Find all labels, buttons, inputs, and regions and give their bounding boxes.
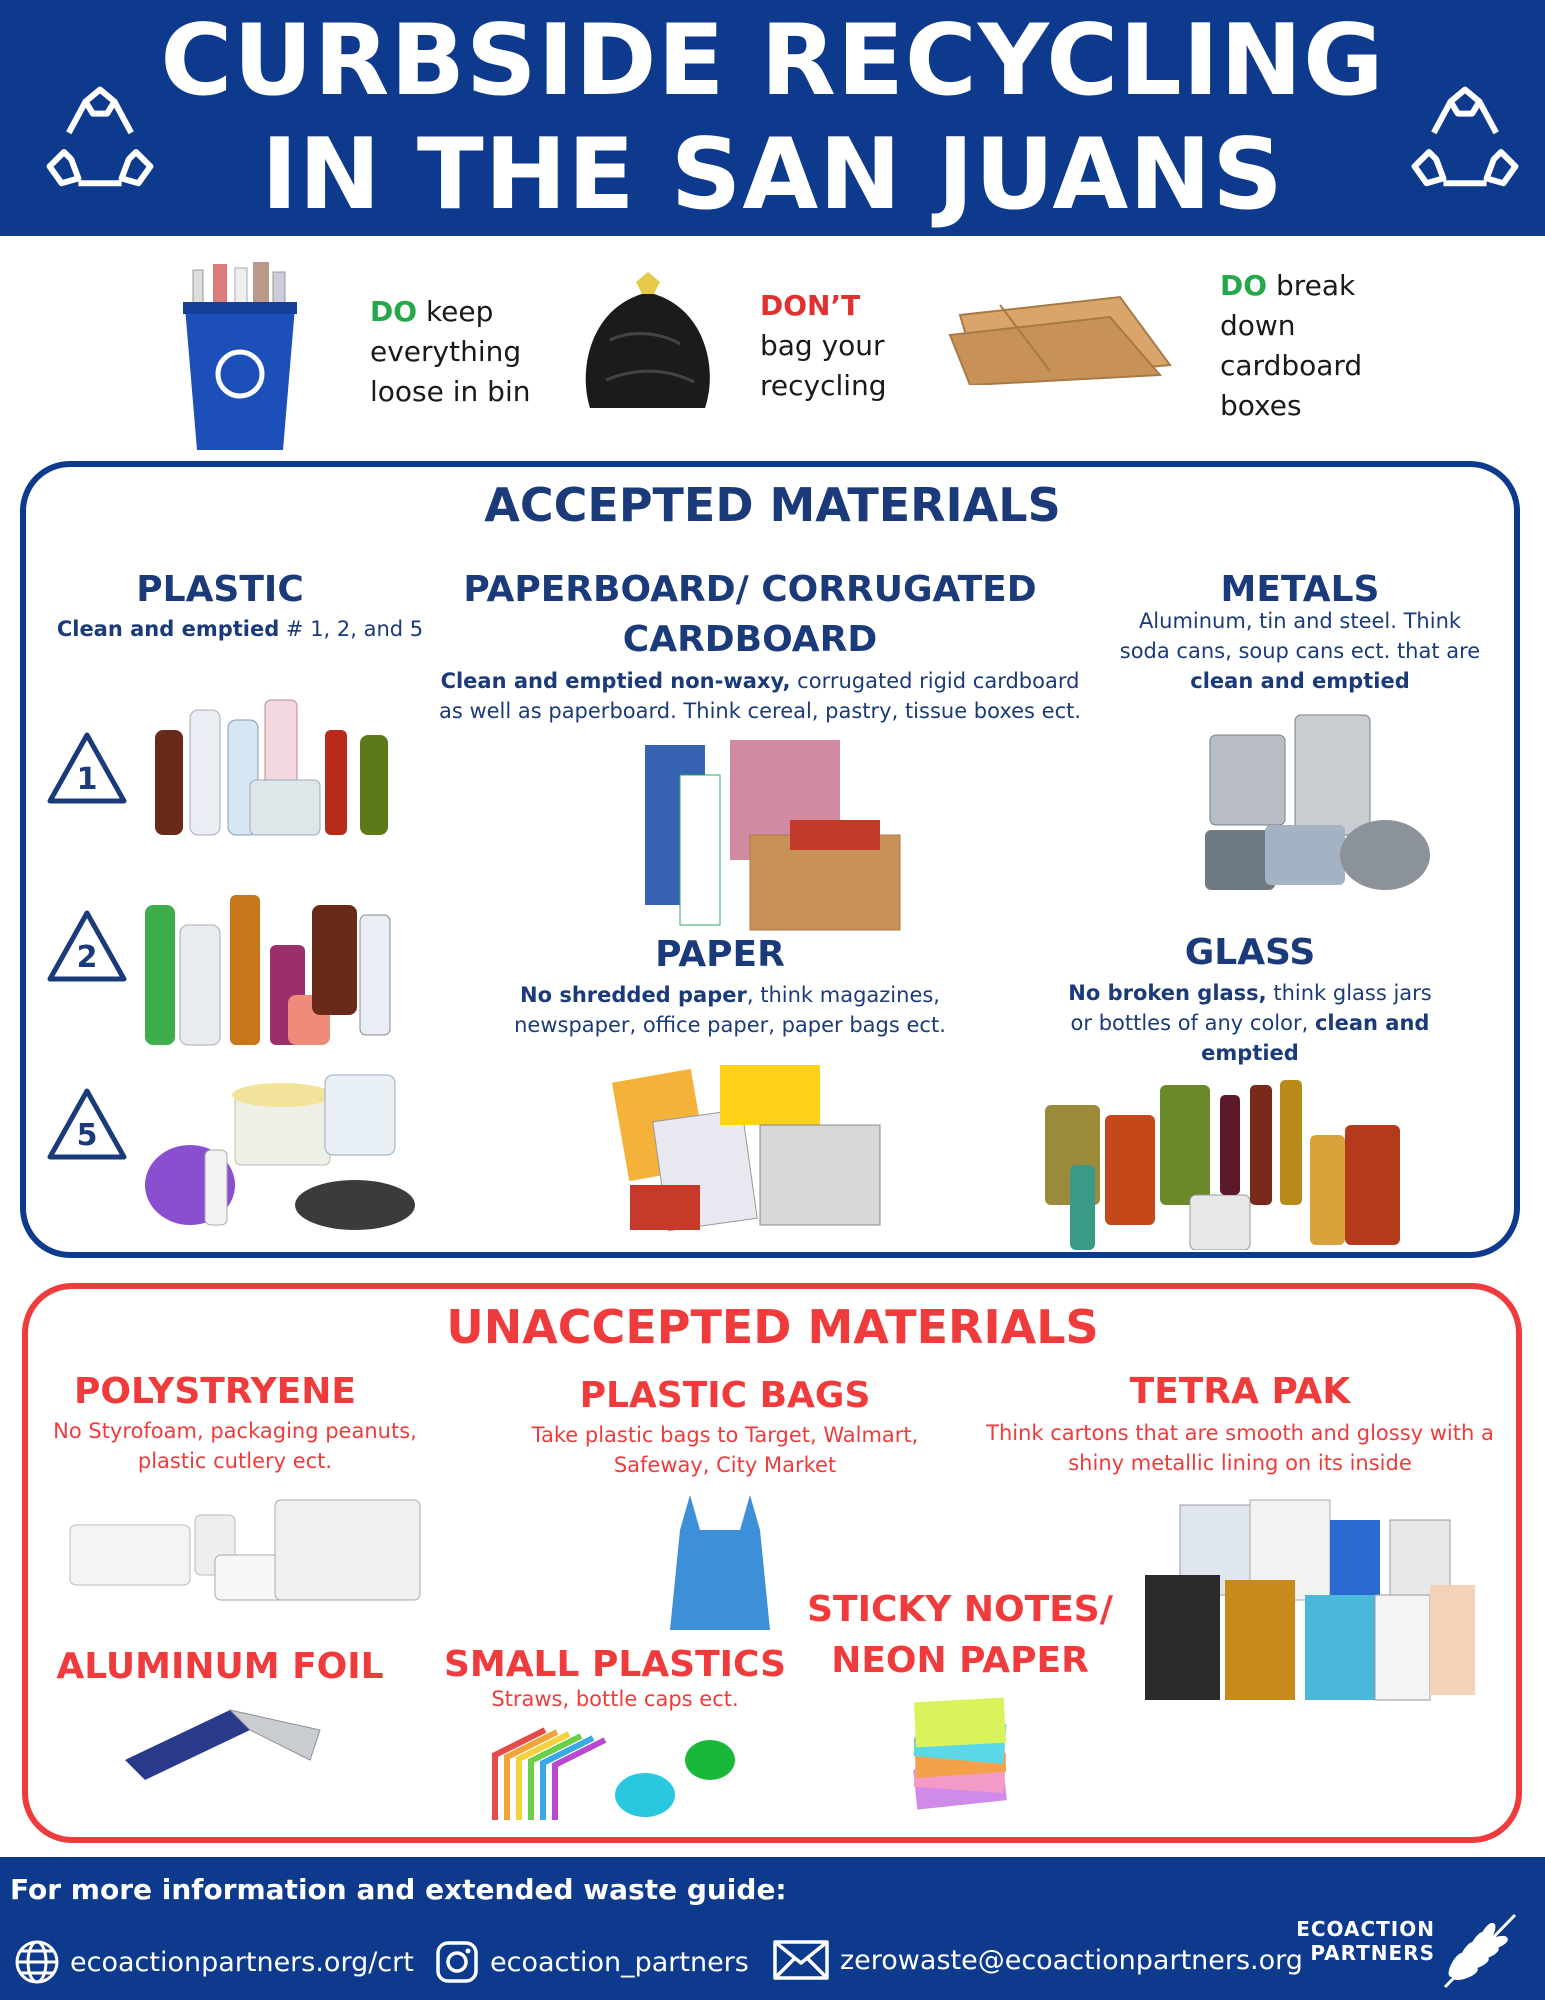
paper-title: PAPER [655, 934, 785, 975]
footer-info: For more information and extended waste guide: [10, 1873, 787, 1906]
page-title-line1: CURBSIDE RECYCLING [160, 4, 1385, 118]
resin-code-1-icon [42, 727, 132, 817]
unaccepted-materials-title: UNACCEPTED MATERIALS [446, 1300, 1099, 1354]
tip-break-cardboard: DO break down cardboard boxes [1220, 269, 1363, 422]
tetra-pak-title: TETRA PAK [1129, 1371, 1351, 1412]
ecoaction-partners-logo: ECOACTION PARTNERS [1296, 1917, 1435, 1965]
sticky-notes-image [905, 1695, 1015, 1815]
polystyrene-title: POLYSTRYENE [73, 1371, 356, 1412]
metals-title: METALS [1220, 569, 1380, 610]
recycle-icon [40, 80, 160, 200]
tetra-pak-cartons-image [1140, 1495, 1480, 1705]
polystyrene-desc: No Styrofoam, packaging peanuts, plastic cutlery ect. [53, 1419, 417, 1473]
tetra-pak-desc: Think cartons that are smooth and glossy with a shiny metallic lining on its inside [986, 1421, 1494, 1475]
sticky-notes-title-line1: STICKY NOTES/ [807, 1589, 1113, 1630]
plastic-2-bottles-image [140, 885, 395, 1050]
glass-title: GLASS [1184, 932, 1316, 973]
trash-bag-image [570, 270, 725, 415]
recycle-icon [1405, 80, 1525, 200]
svg-text:2: 2 [76, 940, 98, 975]
straws-bottle-caps-image [485, 1715, 745, 1825]
resin-code-5-icon [42, 1083, 132, 1173]
accepted-materials-title: ACCEPTED MATERIALS [484, 478, 1061, 532]
resin-code-2-icon [42, 905, 132, 995]
glass-desc: No broken glass, think glass jars or bottles of any color, clean and emptied [1068, 981, 1432, 1065]
header-banner [0, 0, 1545, 236]
plastic-bag-image [665, 1490, 775, 1635]
aluminum-foil-image [120, 1700, 330, 1785]
cardboard-boxes-image [640, 735, 910, 935]
footer [0, 1857, 1545, 2000]
plastic-bags-title: PLASTIC BAGS [579, 1375, 871, 1416]
paperboard-title-line2: CARDBOARD [622, 619, 878, 660]
small-plastics-title: SMALL PLASTICS [443, 1644, 787, 1685]
page-title-line2: IN THE SAN JUANS [261, 118, 1284, 232]
sticky-notes-title-line2: NEON PAPER [831, 1640, 1089, 1681]
recycling-bin-image [165, 262, 315, 457]
glass-jars-bottles-image [1040, 1075, 1410, 1250]
plastic-5-containers-image [140, 1065, 420, 1235]
plastic-1-bottles-image [150, 690, 400, 840]
styrofoam-image [65, 1495, 425, 1605]
instagram-icon [434, 1939, 480, 1985]
tip-loose-in-bin: DO keep everything loose in bin [370, 295, 531, 408]
paper-pile-image [600, 1055, 890, 1240]
small-plastics-desc: Straws, bottle caps ect. [491, 1687, 739, 1711]
fern-leaf-icon [1435, 1907, 1525, 1992]
plastic-desc: Clean and emptied # 1, 2, and 5 [56, 617, 424, 641]
paper-desc: No shredded paper, think magazines, newspaper, office paper, paper bags ect. [514, 983, 946, 1037]
website-link[interactable]: ecoactionpartners.org/crt [14, 1939, 414, 1985]
paperboard-desc: Clean and emptied non-waxy, corrugated rigid cardboard as well as paperboard. Think cereal, pastry, tissue boxes ect. [438, 669, 1082, 723]
tip-dont-bag: DON’T bag your recycling [760, 289, 887, 402]
email-icon [772, 1939, 830, 1981]
plastic-title: PLASTIC [136, 569, 304, 610]
flattened-cardboard-image [940, 295, 1180, 385]
metal-cans-image [1195, 705, 1435, 905]
metals-desc: Aluminum, tin and steel. Think soda cans, soup cans ect. that are clean and emptied [1119, 609, 1481, 693]
instagram-link[interactable]: ecoaction_partners [434, 1939, 749, 1985]
svg-text:1: 1 [76, 762, 98, 797]
plastic-bags-desc: Take plastic bags to Target, Walmart, Safeway, City Market [531, 1423, 919, 1477]
email-link[interactable]: zerowaste@ecoactionpartners.org [772, 1939, 1303, 1981]
svg-text:5: 5 [76, 1118, 98, 1153]
paperboard-title-line1: PAPERBOARD/ CORRUGATED [463, 569, 1037, 610]
aluminum-foil-title: ALUMINUM FOIL [56, 1646, 384, 1687]
globe-icon [14, 1939, 60, 1985]
